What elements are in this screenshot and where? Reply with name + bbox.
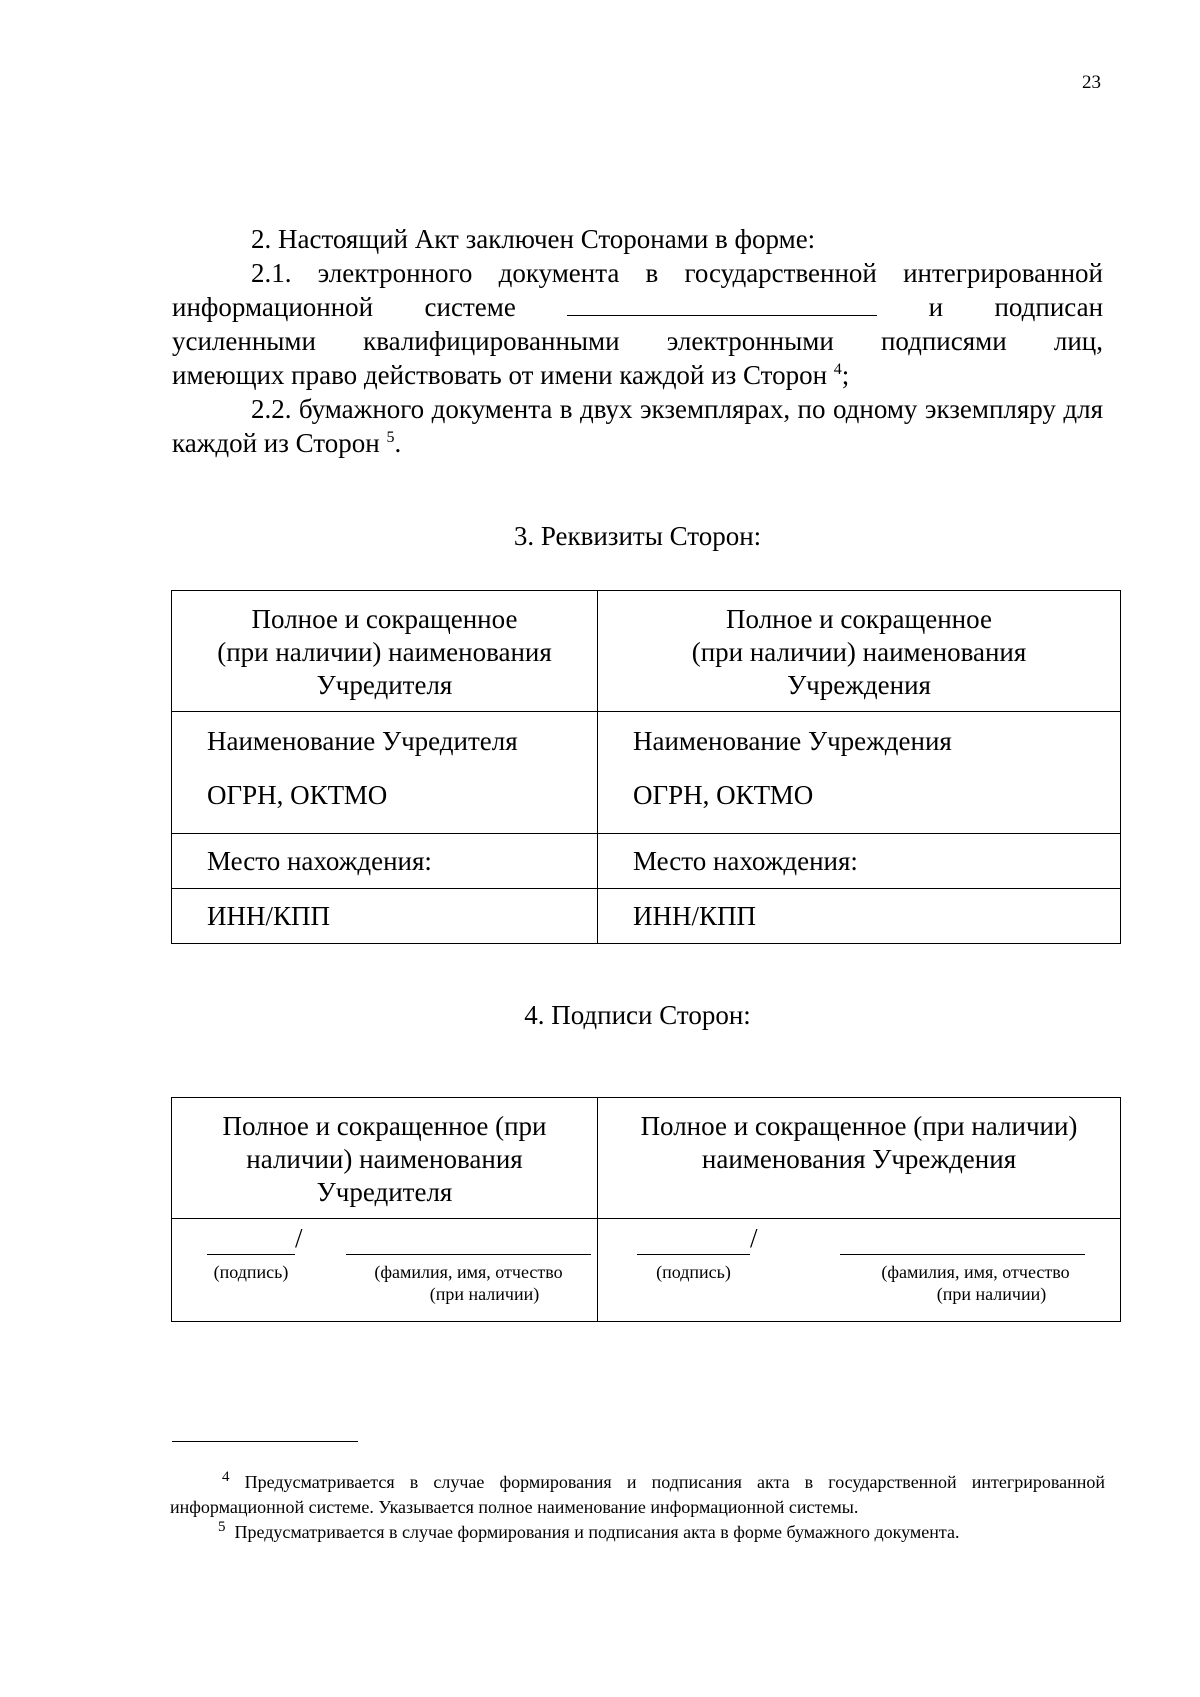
institution-name-cell: Наименование Учреждения ОГРН, ОКТМО bbox=[598, 712, 1121, 834]
footnote-4: $^4$ Предусматривается в случае формирования и подписания акта в государственной интегрированной информационной системе. Указывается полное наименование информационной системы. bbox=[170, 1469, 1105, 1517]
footnote-5: $^5$ Предусматривается в случае формирования и подписания акта в форме бумажного документа. bbox=[218, 1519, 960, 1542]
footnote-separator bbox=[172, 1441, 358, 1442]
clause-2-1-line-1: 2.1. электронного документа в государственной интегрированной bbox=[251, 258, 1103, 288]
system-name-blank bbox=[567, 293, 877, 316]
signatures-header-row bbox=[172, 1098, 1121, 1219]
table-row bbox=[172, 889, 1121, 944]
requisites-header-right: Полное и сокращенное (при наличии) наименования Учреждения bbox=[598, 591, 1121, 712]
requisites-table bbox=[171, 590, 1121, 944]
founder-name-line bbox=[346, 1254, 591, 1255]
table-row bbox=[172, 712, 1121, 834]
table-row bbox=[172, 834, 1121, 889]
founder-signature-caption: (подпись) bbox=[213, 1262, 289, 1282]
section-3-title: 3. Реквизиты Сторон: bbox=[513, 521, 762, 551]
founder-name-cell: Наименование Учредителя ОГРН, ОКТМО bbox=[172, 712, 598, 834]
institution-slash: / bbox=[750, 1223, 758, 1253]
section-4-title: 4. Подписи Сторон: bbox=[524, 1000, 751, 1030]
institution-inn-cell: ИНН/КПП bbox=[598, 889, 1121, 944]
signatures-table bbox=[171, 1097, 1121, 1322]
signatures-header-right: Полное и сокращенное (при наличии) наименования Учреждения bbox=[598, 1098, 1121, 1219]
clause-2-1 bbox=[172, 256, 1103, 392]
footnotes bbox=[170, 1470, 1105, 1545]
institution-signature-line bbox=[637, 1254, 750, 1255]
clause-2-1-line-2: информационной системе и подписан bbox=[172, 292, 1104, 322]
institution-signature-cell bbox=[598, 1219, 1121, 1322]
signatures-header-left: Полное и сокращенное (при наличии) наименования Учредителя bbox=[172, 1098, 598, 1219]
founder-slash: / bbox=[295, 1223, 303, 1253]
clause-2 bbox=[172, 222, 1103, 460]
founder-name-caption: (фамилия, имя, отчество (при наличии) bbox=[374, 1262, 563, 1304]
requisites-header-left: Полное и сокращенное (при наличии) наименования Учредителя bbox=[172, 591, 598, 712]
founder-signature-cell bbox=[172, 1219, 598, 1322]
footnote-ref-4: 4 bbox=[833, 361, 842, 378]
institution-signature-caption: (подпись) bbox=[656, 1262, 731, 1282]
clause-2-intro: 2. Настоящий Акт заключен Сторонами в форме: bbox=[251, 224, 816, 254]
founder-inn-cell: ИНН/КПП bbox=[172, 889, 598, 944]
institution-address-cell: Место нахождения: bbox=[598, 834, 1121, 889]
clause-2-1-line-4: имеющих право действовать от имени каждой из Сторон $^4$; bbox=[172, 360, 850, 390]
clause-2-2: 2.2. бумажного документа в двух экземплярах, по одному экземпляру для каждой из Сторон $^5$. bbox=[172, 394, 1103, 458]
founder-address-cell: Место нахождения: bbox=[172, 834, 598, 889]
clause-2-1-line-3: усиленными квалифицированными электронными подписями лиц, bbox=[172, 326, 1103, 356]
institution-name-caption: (фамилия, имя, отчество (при наличии) bbox=[881, 1262, 1070, 1304]
signatures-row bbox=[172, 1219, 1121, 1322]
page-number: 23 bbox=[1082, 72, 1101, 93]
founder-signature-line bbox=[207, 1254, 295, 1255]
footnote-ref-5: 5 bbox=[386, 429, 395, 446]
institution-name-line bbox=[840, 1254, 1085, 1255]
requisites-header-row bbox=[172, 591, 1121, 712]
